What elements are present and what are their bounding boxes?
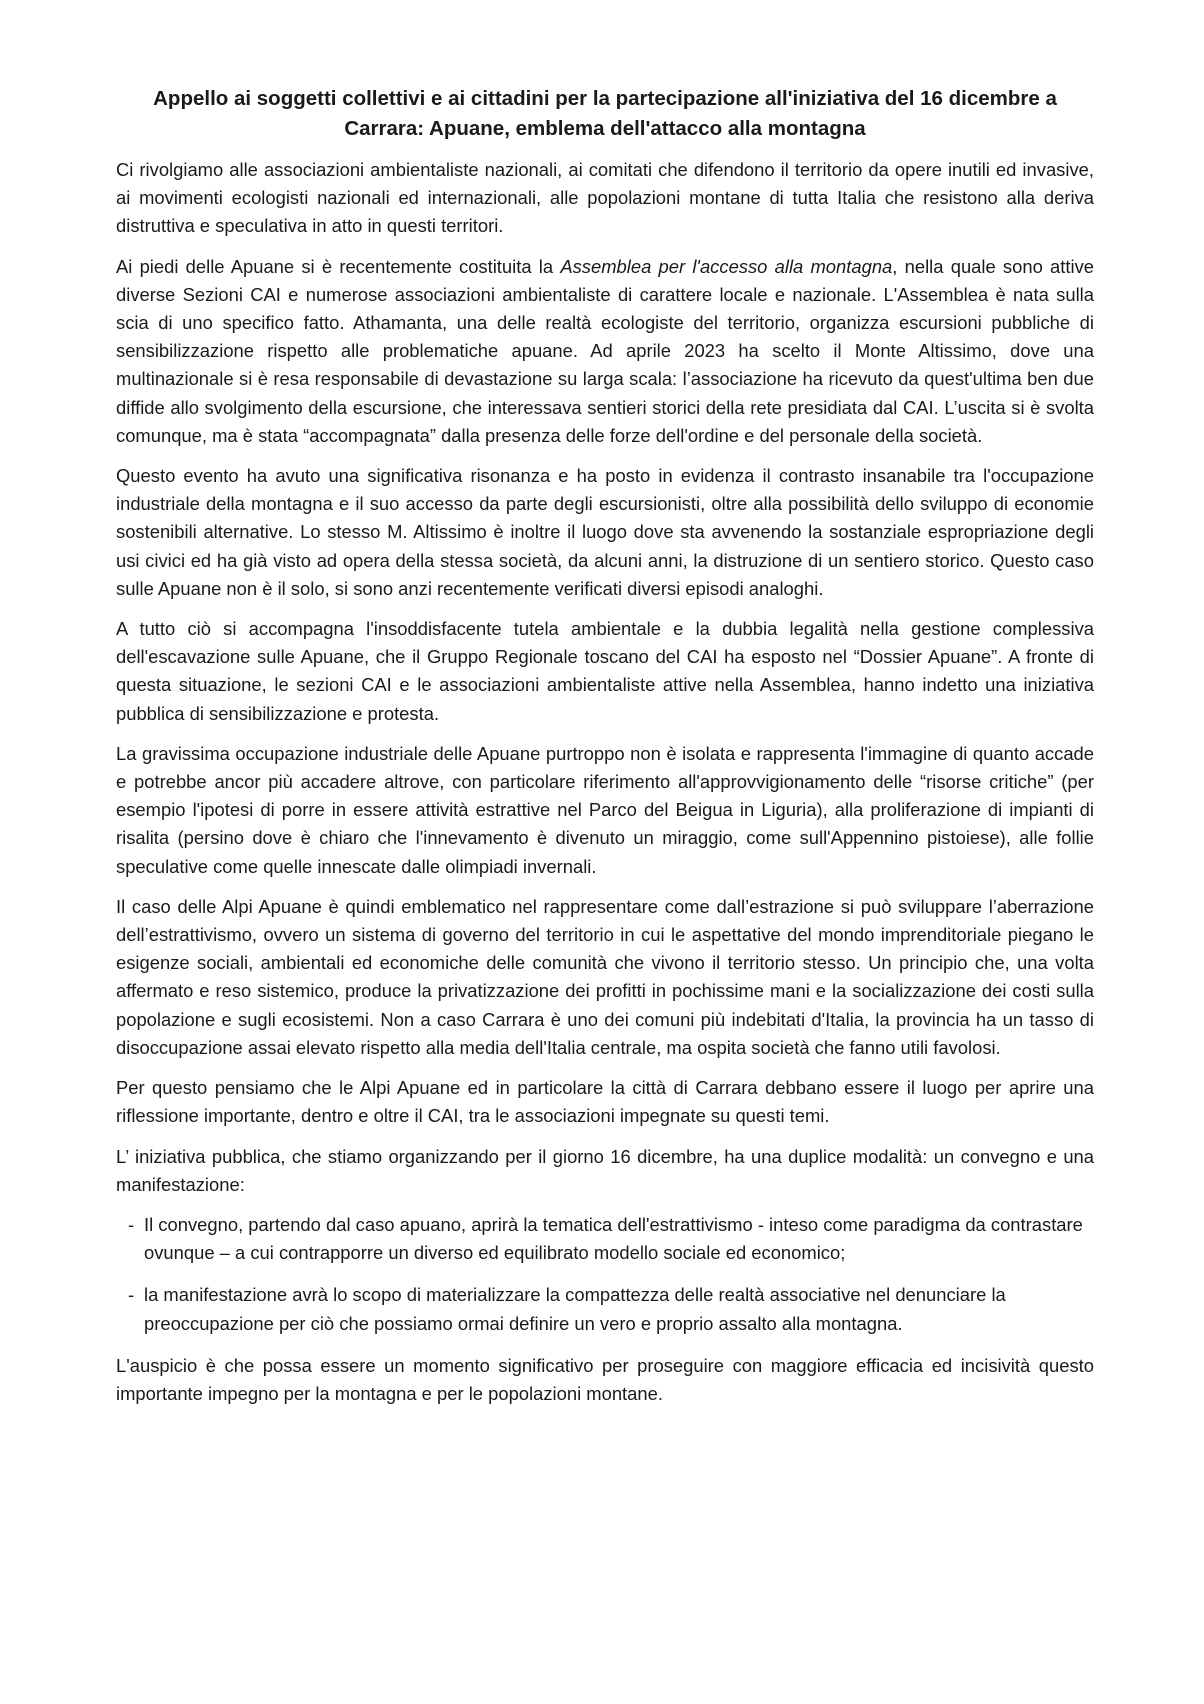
list-item-text: Il convegno, partendo dal caso apuano, aprirà la tematica dell'estrattivismo - inteso come paradigma da contrastare ovunque – a cui contrapporre un diverso ed equilibrato modello sociale ed economico; — [144, 1213, 1083, 1264]
paragraph-2-start: Ai piedi delle Apuane si è recentemente costituita la — [116, 255, 561, 277]
paragraph-3: Questo evento ha avuto una significativa risonanza e ha posto in evidenza il contrasto insanabile tra l'occupazione industriale della montagna e il suo accesso da parte degli escursionisti, oltre alla possibilità dello sviluppo di economie sostenibili alternative. Lo stesso M. Altissimo è inoltre il luogo dove sta avvenendo la sostanziale espropriazione degli usi civici ed ha già visto ad opera della stessa società, da alcuni anni, la distruzione di un sentiero storico. Questo caso sulle Apuane non è il solo, si sono anzi recentemente verificati diversi episodi analoghi. — [116, 465, 1094, 599]
paragraph-5: La gravissima occupazione industriale delle Apuane purtroppo non è isolata e rappresenta l'immagine di quanto accade e potrebbe ancor più accadere altrove, con particolare riferimento all'approvvigionamento delle “risorse critiche” (per esempio l'ipotesi di porre in essere attività estrattive nel Parco del Beigua in Liguria), alla proliferazione di impianti di risalita (persino dove è chiaro che l'innevamento è divenuto un miraggio, come sull'Appennino pistoiese), alle follie speculative come quelle innescate dalle olimpiadi invernali. — [116, 742, 1094, 877]
bullet-dash: - — [128, 1284, 135, 1306]
paragraph-8: L’ iniziativa pubblica, che stiamo organizzando per il giorno 16 dicembre, ha una duplice modalità: un convegno e una manifestazione: — [116, 1145, 1094, 1195]
paragraph-9: L'auspicio è che possa essere un momento significativo per proseguire con maggiore efficacia ed incisività questo importante impegno per la montagna e per le popolazioni montane. — [116, 1354, 1094, 1404]
list-item-text: la manifestazione avrà lo scopo di materializzare la compattezza delle realtà associative nel denunciare la preoccupazione per ciò che possiamo ormai definire un vero e proprio assalto alla montagna. — [144, 1284, 1006, 1334]
title-line-2: Carrara: Apuane, emblema dell'attacco alla montagna — [344, 117, 866, 140]
paragraph-6: Il caso delle Alpi Apuane è quindi emblematico nel rappresentare come dall’estrazione si può sviluppare l’aberrazione dell’estrattivismo, ovvero un sistema di governo del territorio in cui le aspettative del mondo imprenditoriale piegano le esigenze sociali, ambientali ed economiche delle comunità che vivono il territorio stesso. Un principio che, una volta affermato e reso sistemico, produce la privatizzazione dei profitti in pochissime mani e la socializzazione dei costi sulla popolazione e sugli ecosistemi. Non a caso Carrara è uno dei comuni più indebitati d'Italia, la provincia ha un tasso di disoccupazione assai elevato rispetto alla media dell'Italia centrale, ma ospita società che fanno utili favolosi. — [116, 895, 1094, 1058]
paragraph-2-rest: , nella quale sono attive diverse Sezioni CAI e numerose associazioni ambientaliste di carattere locale e nazionale. L'Assemblea è nata sulla scia di uno specifico fatto. Athamanta, una delle realtà ecologiste del territorio, organizza escursioni pubbliche di sensibilizzazione rispetto alle problematiche apuane. Ad aprile 2023 ha scelto il Monte Altissimo, dove una multinazionale si è resa responsabile di devastazione su larga scala: l’associazione ha ricevuto da quest'ultima ben due diffide allo svolgimento della escursione, che interessava sentieri storici della rete presidiata dal CAI. L’uscita si è svolta comunque, ma è stata “accompagnata” dalla presenza delle forze dell'ordine e del personale della società. — [116, 255, 1094, 446]
paragraph-2 — [116, 253, 1094, 450]
paragraph-7: Per questo pensiamo che le Alpi Apuane ed in particolare la città di Carrara debbano essere il luogo per aprire una riflessione importante, dentro e oltre il CAI, tra le associazioni impegnate su questi temi. — [116, 1077, 1094, 1127]
list-item — [116, 1211, 1094, 1267]
initiative-list — [116, 1211, 1094, 1338]
bullet-dash: - — [128, 1213, 135, 1235]
paragraph-4: A tutto ciò si accompagna l'insoddisfacente tutela ambientale e la dubbia legalità nella gestione complessiva dell'escavazione sulle Apuane, che il Gruppo Regionale toscano del CAI ha esposto nel “Dossier Apuane”. A fronte di questa situazione, le sezioni CAI e le associazioni ambientaliste attive nella Assemblea, hanno indetto una iniziativa pubblica di sensibilizzazione e protesta. — [116, 618, 1094, 724]
assembly-name: Assemblea per l'accesso alla montagna — [560, 255, 893, 277]
title-line-1: Appello ai soggetti collettivi e ai cittadini per la partecipazione all'iniziativa del 16 dicembre a — [153, 87, 1057, 110]
document-title — [116, 84, 1094, 144]
paragraph-1: Ci rivolgiamo alle associazioni ambientaliste nazionali, ai comitati che difendono il territorio da opere inutili ed invasive, ai movimenti ecologisti nazionali ed internazionali, alle popolazioni montane di tutta Italia che resistono alla deriva distruttiva e speculativa in atto in questi territori. — [116, 159, 1094, 237]
list-item — [116, 1281, 1094, 1337]
